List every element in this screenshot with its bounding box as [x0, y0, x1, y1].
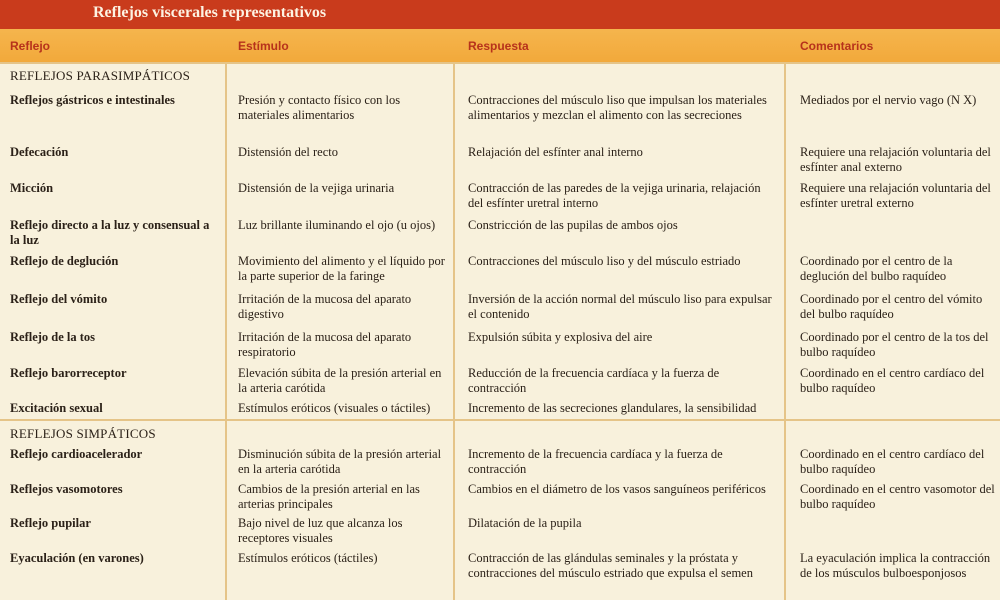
- cell-reflejo: Micción: [10, 181, 54, 195]
- section-divider: [0, 419, 1000, 421]
- cell-comentarios: La eyaculación implica la contracción de los músculos bulboesponjosos: [800, 551, 991, 580]
- cell-estimulo: Presión y contacto físico con los materiales alimentarios: [238, 93, 401, 122]
- cell-reflejo: Reflejo del vómito: [10, 292, 108, 306]
- table-title: Reflejos viscerales representativos: [93, 4, 327, 21]
- cell-reflejo: Defecación: [10, 145, 69, 159]
- cell-respuesta: Contracción de las glándulas seminales y la próstata y contracciones del músculo estriado que expulsa el semen: [468, 551, 753, 580]
- cell-respuesta: Expulsión súbita y explosiva del aire: [468, 330, 653, 344]
- cell-estimulo: Distensión de la vejiga urinaria: [238, 181, 395, 195]
- column-divider: [784, 62, 786, 600]
- cell-respuesta: Contracción de las paredes de la vejiga urinaria, relajación del esfínter uretral interno: [468, 181, 761, 210]
- cell-respuesta: Reducción de la frecuencia cardíaca y la fuerza de contracción: [468, 366, 720, 395]
- cell-comentarios: Coordinado por el centro de la deglución del bulbo raquídeo: [800, 254, 953, 283]
- header-rule: [0, 62, 1000, 64]
- cell-respuesta: Contracciones del músculo liso que impulsan los materiales alimentarios y mezclan el alimento con las secreciones: [468, 93, 767, 122]
- cell-respuesta: Incremento de la frecuencia cardíaca y la fuerza de contracción: [468, 447, 723, 476]
- cell-comentarios: Coordinado por el centro del vómito del bulbo raquídeo: [800, 292, 983, 321]
- cell-respuesta: Cambios en el diámetro de los vasos sanguíneos periféricos: [468, 482, 766, 496]
- header-reflejo: Reflejo: [10, 39, 51, 53]
- column-header-bar: [0, 29, 1000, 62]
- cell-estimulo: Estímulos eróticos (visuales o táctiles): [238, 401, 431, 415]
- cell-comentarios: Coordinado en el centro cardíaco del bulbo raquídeo: [800, 366, 985, 395]
- column-divider: [453, 62, 455, 600]
- cell-reflejo: Excitación sexual: [10, 401, 103, 415]
- section-title-parasimpaticos: REFLEJOS PARASIMPÁTICOS: [10, 68, 191, 83]
- cell-comentarios: Coordinado en el centro vasomotor del bulbo raquídeo: [800, 482, 995, 511]
- cell-respuesta: Inversión de la acción normal del músculo liso para expulsar el contenido: [468, 292, 772, 321]
- header-estimulo: Estímulo: [238, 39, 289, 53]
- cell-respuesta: Dilatación de la pupila: [468, 516, 582, 530]
- cell-reflejo: Eyaculación (en varones): [10, 551, 144, 565]
- cell-respuesta: Constricción de las pupilas de ambos ojos: [468, 218, 678, 232]
- column-divider: [225, 62, 227, 600]
- cell-estimulo: Estímulos eróticos (táctiles): [238, 551, 378, 565]
- section-title-simpaticos: REFLEJOS SIMPÁTICOS: [10, 426, 156, 441]
- cell-estimulo: Cambios de la presión arterial en las arterias principales: [238, 482, 420, 511]
- cell-reflejo: Reflejo barorreceptor: [10, 366, 127, 380]
- cell-comentarios: Coordinado por el centro de la tos del bulbo raquídeo: [800, 330, 989, 359]
- cell-estimulo: Elevación súbita de la presión arterial en la arteria carótida: [238, 366, 442, 395]
- header-respuesta: Respuesta: [468, 39, 529, 53]
- cell-estimulo: Irritación de la mucosa del aparato digestivo: [238, 292, 412, 321]
- cell-estimulo: Disminución súbita de la presión arterial en la arteria carótida: [238, 447, 442, 476]
- header-comentarios: Comentarios: [800, 39, 874, 53]
- cell-estimulo: Movimiento del alimento y el líquido por la parte superior de la faringe: [238, 254, 445, 283]
- cell-reflejo: Reflejo pupilar: [10, 516, 91, 530]
- cell-comentarios: Mediados por el nervio vago (N X): [800, 93, 977, 107]
- cell-reflejo: Reflejo directo a la luz y consensual a la luz: [10, 218, 210, 247]
- cell-reflejo: Reflejo de la tos: [10, 330, 96, 344]
- cell-comentarios: Requiere una relajación voluntaria del esfínter anal externo: [800, 145, 991, 174]
- cell-respuesta: Incremento de las secreciones glandulares, la sensibilidad: [468, 401, 757, 415]
- cell-comentarios: Coordinado en el centro cardíaco del bulbo raquídeo: [800, 447, 985, 476]
- cell-estimulo: Bajo nivel de luz que alcanza los receptores visuales: [238, 516, 403, 545]
- title-bar: [0, 0, 1000, 29]
- cell-reflejo: Reflejo de deglución: [10, 254, 119, 268]
- cell-reflejo: Reflejos vasomotores: [10, 482, 123, 496]
- cell-respuesta: Relajación del esfínter anal interno: [468, 145, 643, 159]
- cell-estimulo: Luz brillante iluminando el ojo (u ojos): [238, 218, 436, 232]
- cell-respuesta: Contracciones del músculo liso y del músculo estriado: [468, 254, 741, 268]
- cell-estimulo: Irritación de la mucosa del aparato respiratorio: [238, 330, 412, 359]
- cell-comentarios: Requiere una relajación voluntaria del esfínter uretral externo: [800, 181, 991, 210]
- cell-estimulo: Distensión del recto: [238, 145, 338, 159]
- cell-reflejo: Reflejo cardioacelerador: [10, 447, 143, 461]
- cell-reflejo: Reflejos gástricos e intestinales: [10, 93, 175, 107]
